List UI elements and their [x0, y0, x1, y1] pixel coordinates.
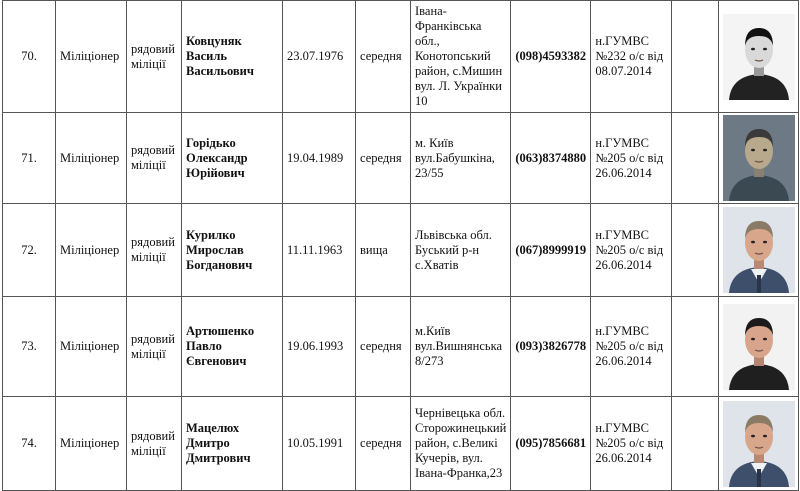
portrait-photo	[723, 14, 795, 100]
order-cell: н.ГУМВС №205 о/с від 26.06.2014	[591, 113, 672, 204]
birth-date-cell: 19.04.1989	[283, 113, 356, 204]
photo-cell	[719, 113, 799, 204]
empty-cell	[672, 1, 719, 113]
table-body	[3, 1, 799, 491]
birth-date-cell: 10.05.1991	[283, 397, 356, 491]
education-cell: середня	[356, 297, 411, 397]
row-number: 73.	[3, 297, 56, 397]
birth-date-cell: 19.06.1993	[283, 297, 356, 397]
address-cell: Чернівецька обл. Сторожинецький район, с.Великі Кучерів, вул. Івана-Франка,23	[411, 397, 511, 491]
rank-cell: рядовий міліції	[127, 1, 182, 113]
row-number: 70.	[3, 1, 56, 113]
education-cell: середня	[356, 1, 411, 113]
phone-cell: (063)8374880	[511, 113, 591, 204]
table-row	[3, 113, 799, 204]
position-cell: Міліціонер	[56, 204, 127, 297]
photo-cell	[719, 1, 799, 113]
photo-cell	[719, 204, 799, 297]
table-row	[3, 397, 799, 491]
rank-cell: рядовий міліції	[127, 204, 182, 297]
phone-cell: (098)4593382	[511, 1, 591, 113]
position-cell: Міліціонер	[56, 297, 127, 397]
photo-cell	[719, 397, 799, 491]
order-cell: н.ГУМВС №205 о/с від 26.06.2014	[591, 397, 672, 491]
row-number: 74.	[3, 397, 56, 491]
rank-cell: рядовий міліції	[127, 297, 182, 397]
phone-cell: (095)7856681	[511, 397, 591, 491]
order-cell: н.ГУМВС №205 о/с від 26.06.2014	[591, 297, 672, 397]
table-row	[3, 204, 799, 297]
empty-cell	[672, 297, 719, 397]
full-name-cell: Ковцуняк Василь Васильович	[182, 1, 283, 113]
order-cell: н.ГУМВС №205 о/с від 26.06.2014	[591, 204, 672, 297]
empty-cell	[672, 397, 719, 491]
full-name-cell: Курилко Мирослав Богданович	[182, 204, 283, 297]
phone-cell: (093)3826778	[511, 297, 591, 397]
row-number: 72.	[3, 204, 56, 297]
row-number: 71.	[3, 113, 56, 204]
education-cell: середня	[356, 113, 411, 204]
photo-cell	[719, 297, 799, 397]
table-row	[3, 297, 799, 397]
address-cell: Львівська обл. Буський р-н с.Хватів	[411, 204, 511, 297]
position-cell: Міліціонер	[56, 1, 127, 113]
table-row	[3, 1, 799, 113]
portrait-photo	[723, 401, 795, 487]
address-cell: м. Київ вул.Бабушкіна, 23/55	[411, 113, 511, 204]
full-name-cell: Горідько Олександр Юрійович	[182, 113, 283, 204]
full-name-cell: Артюшенко Павло Євгенович	[182, 297, 283, 397]
position-cell: Міліціонер	[56, 397, 127, 491]
rank-cell: рядовий міліції	[127, 397, 182, 491]
order-cell: н.ГУМВС №232 о/с від 08.07.2014	[591, 1, 672, 113]
empty-cell	[672, 113, 719, 204]
address-cell: Івана-Франківська обл., Конотопський район, с.Мишин вул. Л. Українки 10	[411, 1, 511, 113]
education-cell: середня	[356, 397, 411, 491]
portrait-photo	[723, 115, 795, 201]
address-cell: м.Київ вул.Вишнянська 8/273	[411, 297, 511, 397]
birth-date-cell: 23.07.1976	[283, 1, 356, 113]
personnel-table	[2, 0, 799, 491]
rank-cell: рядовий міліції	[127, 113, 182, 204]
full-name-cell: Мацелюх Дмитро Дмитрович	[182, 397, 283, 491]
portrait-photo	[723, 207, 795, 293]
education-cell: вища	[356, 204, 411, 297]
position-cell: Міліціонер	[56, 113, 127, 204]
empty-cell	[672, 204, 719, 297]
birth-date-cell: 11.11.1963	[283, 204, 356, 297]
portrait-photo	[723, 304, 795, 390]
phone-cell: (067)8999919	[511, 204, 591, 297]
